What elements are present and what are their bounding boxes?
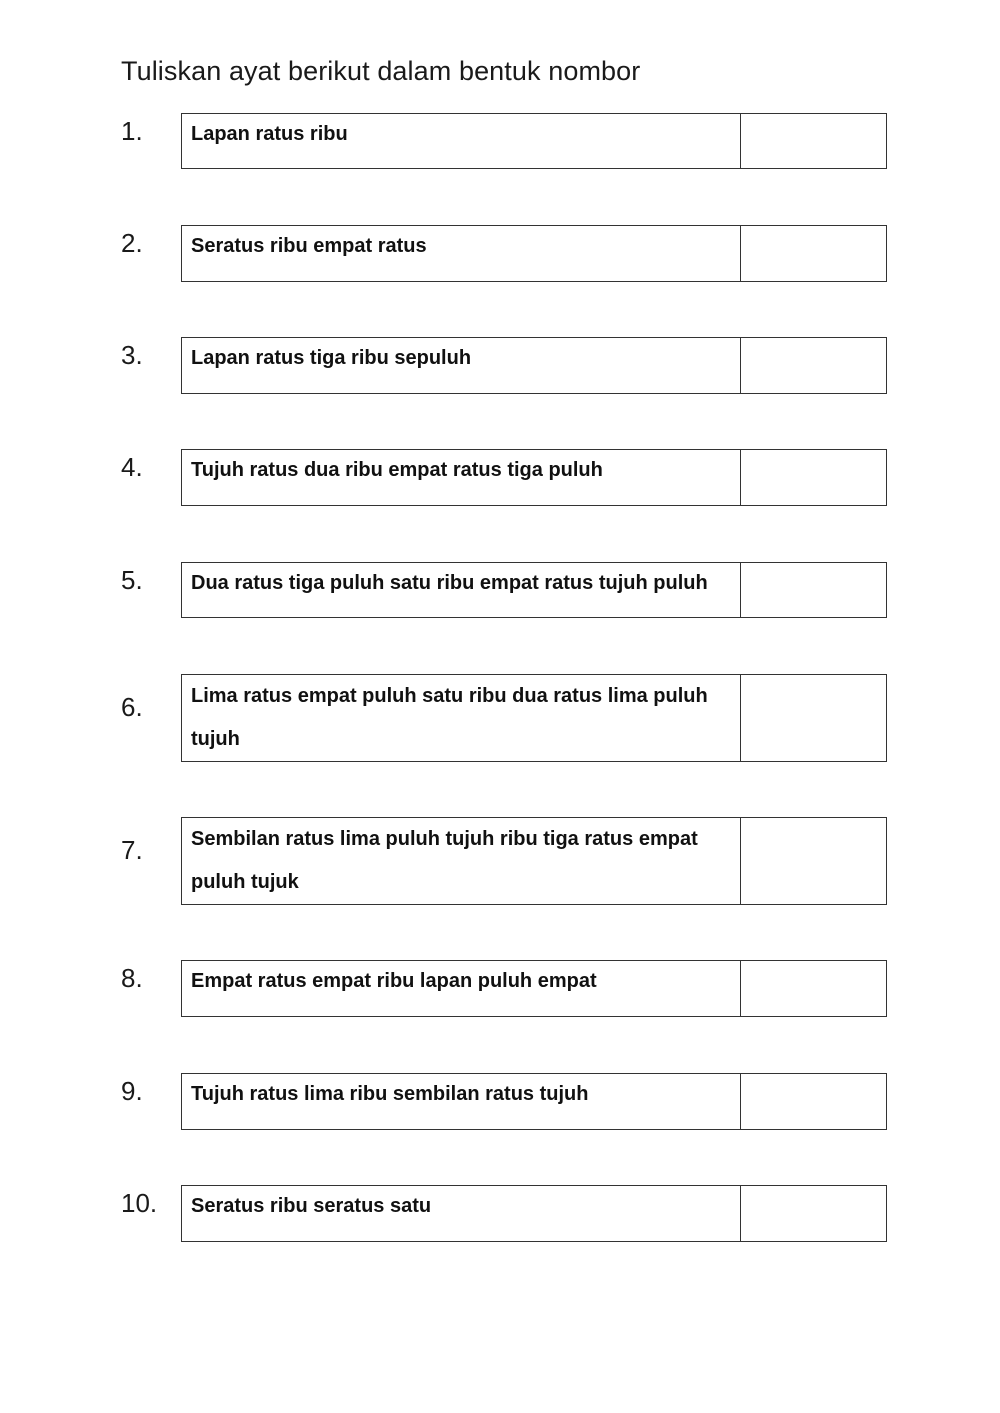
question-text: Tujuh ratus dua ribu empat ratus tiga puluh bbox=[182, 450, 741, 505]
question-text: Empat ratus empat ribu lapan puluh empat bbox=[182, 961, 741, 1016]
question-text: Lapan ratus ribu bbox=[182, 114, 741, 168]
worksheet-title: Tuliskan ayat berikut dalam bentuk nombor bbox=[121, 56, 641, 86]
answer-field[interactable] bbox=[741, 450, 886, 505]
answer-field[interactable] bbox=[741, 563, 886, 617]
question-number: 3. bbox=[121, 340, 143, 370]
answer-field[interactable] bbox=[741, 114, 886, 168]
question-number: 10. bbox=[121, 1188, 158, 1218]
question-number: 9. bbox=[121, 1076, 143, 1106]
answer-field[interactable] bbox=[741, 226, 886, 281]
answer-field[interactable] bbox=[741, 338, 886, 393]
answer-field[interactable] bbox=[741, 818, 886, 904]
question-number: 6. bbox=[121, 692, 143, 722]
question-text: Sembilan ratus lima puluh tujuh ribu tiga ratus empat puluh tujuk bbox=[182, 818, 741, 904]
question-number: 5. bbox=[121, 565, 143, 595]
answer-field[interactable] bbox=[741, 961, 886, 1016]
question-number: 7. bbox=[121, 835, 143, 865]
question-text: Seratus ribu seratus satu bbox=[182, 1186, 741, 1241]
question-text: Tujuh ratus lima ribu sembilan ratus tujuh bbox=[182, 1074, 741, 1129]
question-text: Lapan ratus tiga ribu sepuluh bbox=[182, 338, 741, 393]
question-text: Dua ratus tiga puluh satu ribu empat ratus tujuh puluh bbox=[182, 563, 741, 617]
question-number: 4. bbox=[121, 452, 143, 482]
question-number: 8. bbox=[121, 963, 143, 993]
question-number: 1. bbox=[121, 116, 143, 146]
question-text: Lima ratus empat puluh satu ribu dua ratus lima puluh tujuh bbox=[182, 675, 741, 761]
answer-field[interactable] bbox=[741, 1186, 886, 1241]
question-number: 2. bbox=[121, 228, 143, 258]
answer-field[interactable] bbox=[741, 675, 886, 761]
question-text: Seratus ribu empat ratus bbox=[182, 226, 741, 281]
answer-field[interactable] bbox=[741, 1074, 886, 1129]
